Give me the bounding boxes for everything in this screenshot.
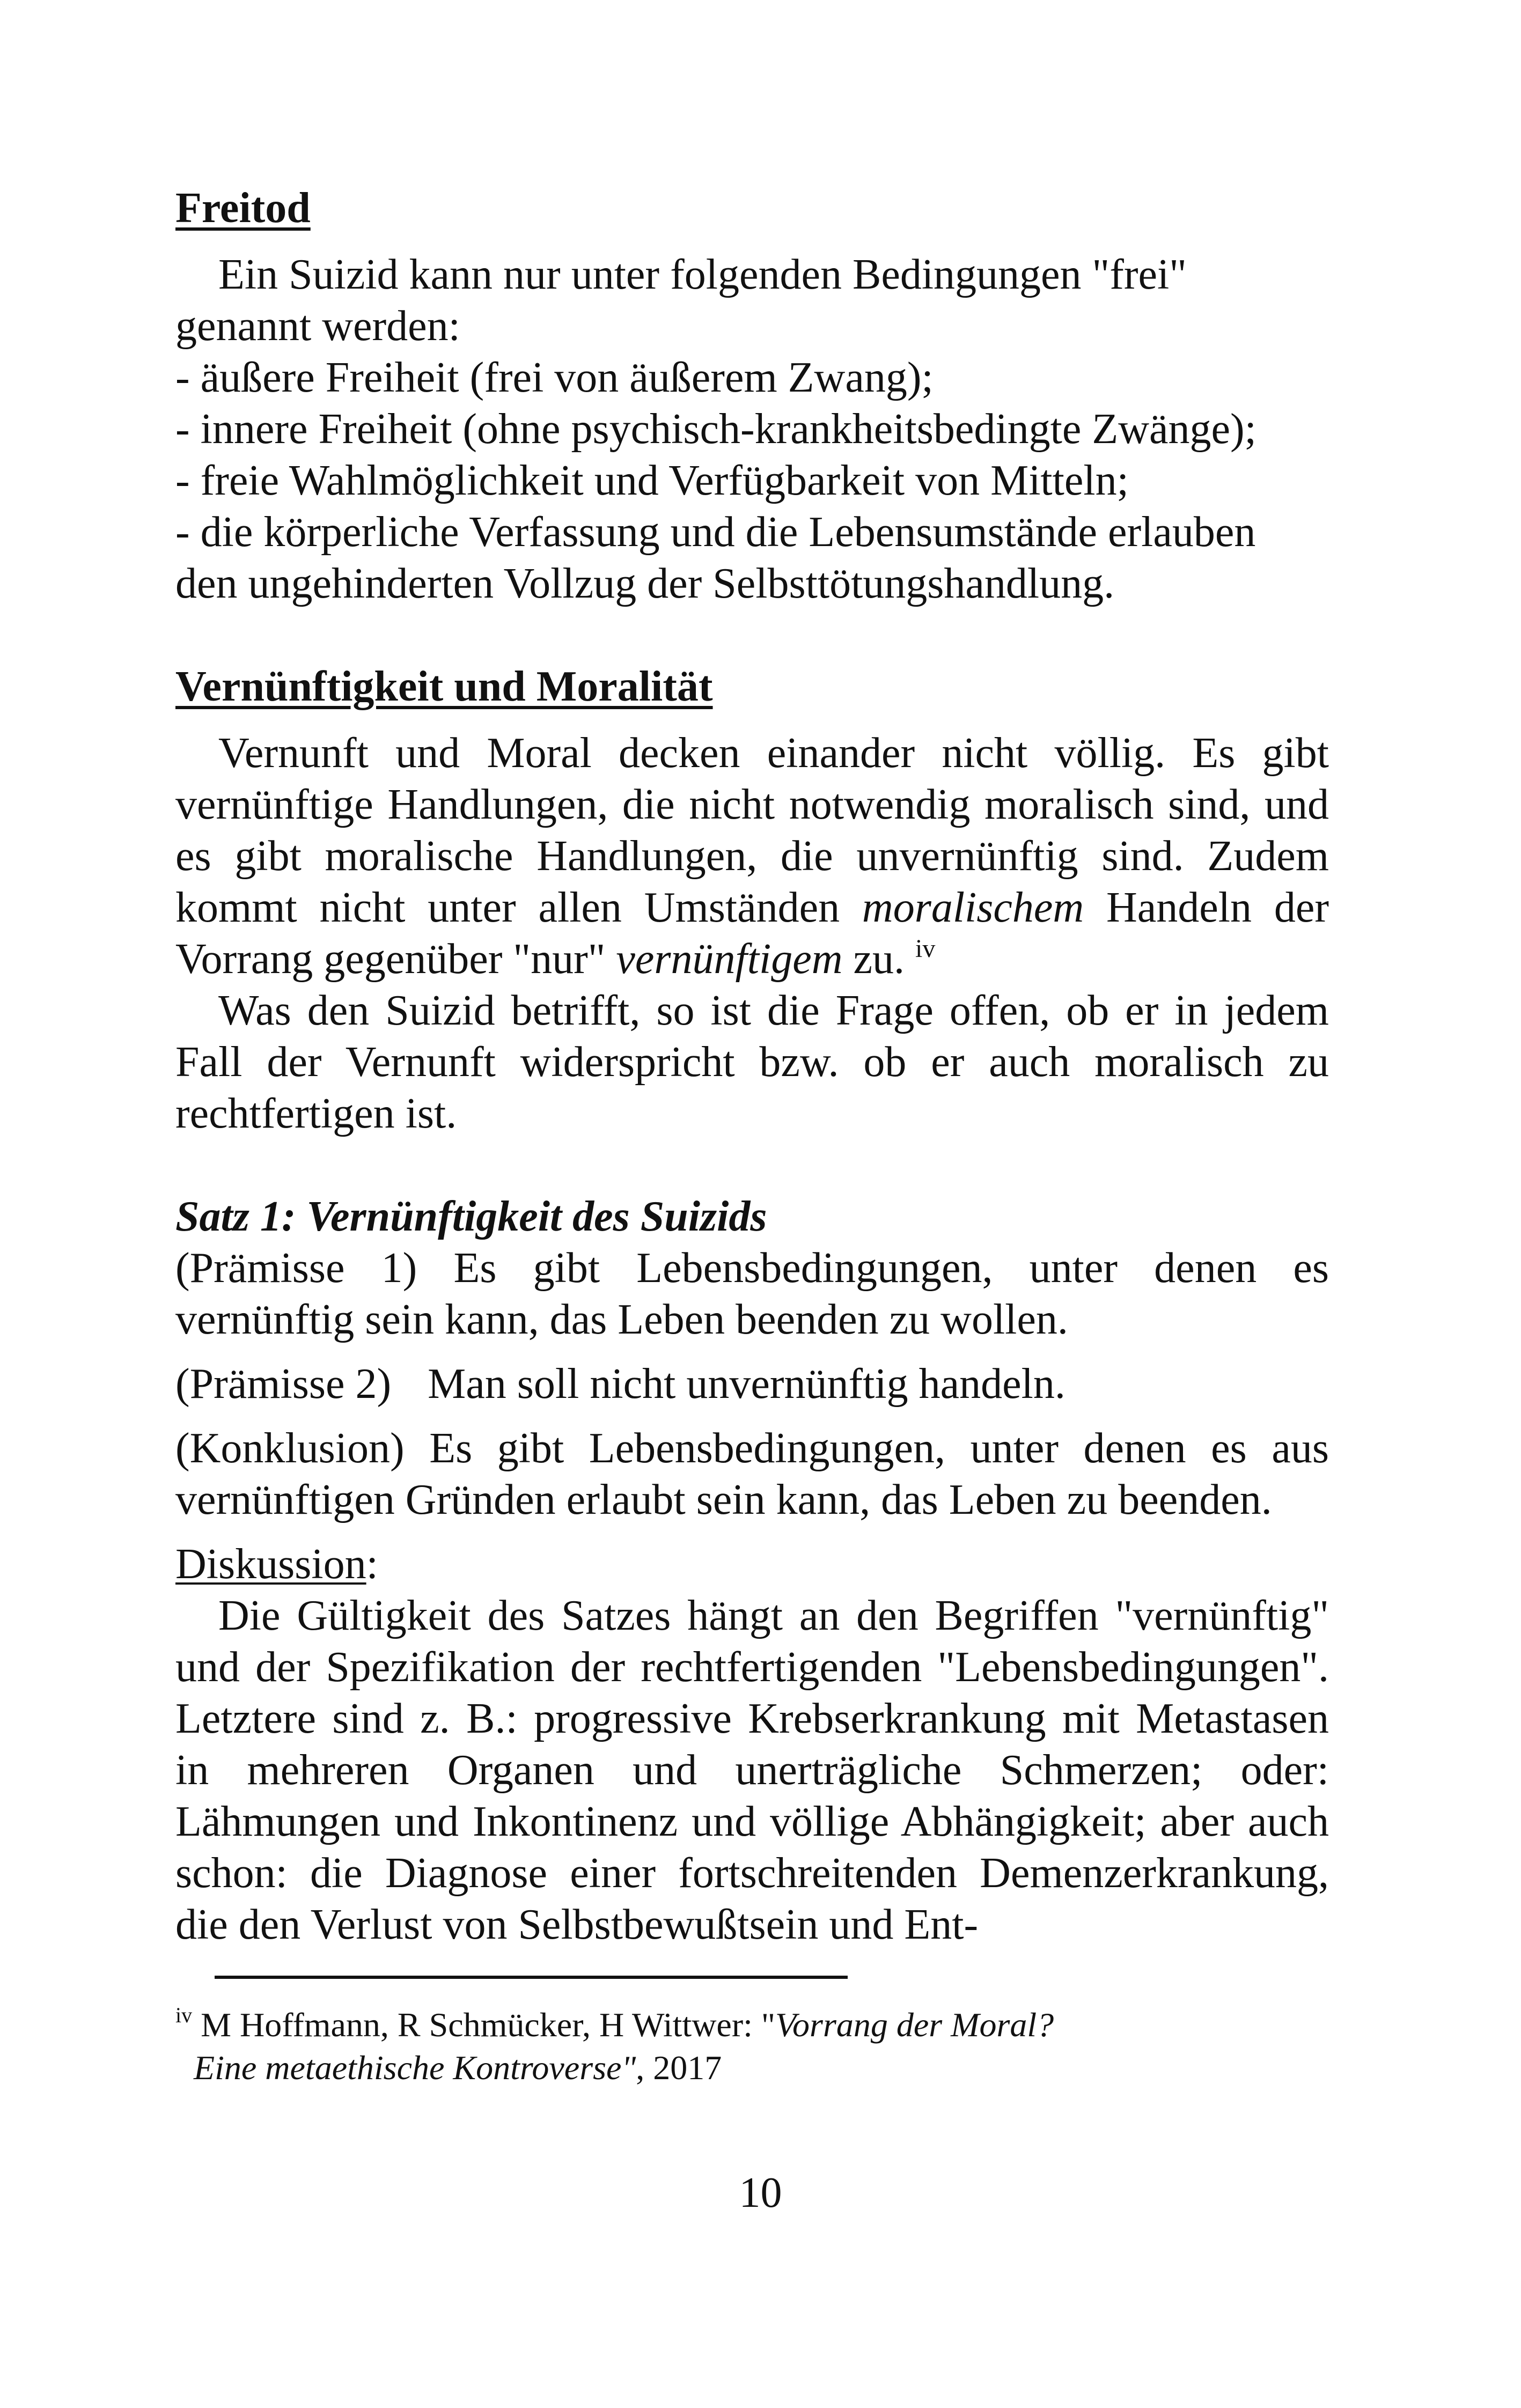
footnote-line-1	[175, 2004, 1329, 2046]
p1-emphasis-moralischem: moralischem	[862, 884, 1084, 931]
page-number: 10	[739, 2169, 782, 2216]
premise-1: (Prämisse 1) Es gibt Lebensbedingungen, unter denen es vernünftig sein kann, das Leben beenden zu wollen.	[175, 1244, 1329, 1343]
footnote-divider	[215, 1976, 848, 1979]
discussion-label-text: Diskussion	[175, 1541, 366, 1588]
p1-text-1: Vernunft und Moral decken einander nicht völlig. Es gibt vernünftige Handlungen, die nicht notwendig moralisch sind, und es gibt moralische Handlungen, die unvernünftig sind. Zudem kommt nicht unter allen Umständen	[175, 730, 1329, 931]
footnote-title-2: Eine metaethische Kontroverse"	[194, 2049, 636, 2087]
footnote-marker: iv	[175, 2003, 193, 2027]
condition-item-4-line-2: den ungehinderten Vollzug der Selbsttötungshandlung.	[175, 560, 1115, 607]
heading-freitod: Freitod	[175, 185, 311, 232]
main-text	[175, 182, 1329, 1950]
premise-2-label: (Prämisse 2)	[175, 1360, 392, 1408]
conclusion: (Konklusion) Es gibt Lebensbedingungen, unter denen es aus vernünftigen Gründen erlaubt sein kann, das Leben zu beenden.	[175, 1425, 1329, 1523]
paragraph-vernunft-moral	[175, 727, 1329, 985]
intro-line-2: genannt werden:	[175, 303, 460, 350]
footnote-reference: iv	[915, 934, 936, 963]
discussion-colon: :	[366, 1541, 378, 1588]
footnote	[175, 2004, 1329, 2089]
p1-emphasis-vernuenftigem: vernünftigem	[616, 936, 843, 983]
footnote-line-2	[175, 2046, 1329, 2089]
premise-2	[175, 1358, 1329, 1410]
p1-text-3: zu.	[842, 936, 915, 983]
footnote-authors: M Hoffmann, R Schmücker, H Wittwer: "	[192, 2006, 776, 2044]
condition-item: - innere Freiheit (ohne psychisch-krankheitsbedingte Zwänge);	[175, 406, 1257, 453]
discussion-text: Die Gültigkeit des Satzes hängt an den Begriffen "vernünftig" und der Spezifikation der rechtfertigenden "Lebensbedingungen". Letztere sind z. B.: progressive Krebserkrankung mit Metastasen in mehreren Organen und unerträgliche Schmerzen; oder: Lähmungen und Inkontinenz und völlige Abhängigkeit; aber auch schon: die Diagnose einer fortschreitenden Demenzerkrankung, die den Verlust von Selbstbewußtsein und Ent-	[175, 1592, 1329, 1948]
discussion-label	[175, 1538, 1329, 1590]
footnote-year: , 2017	[636, 2049, 722, 2087]
satz-1-title: Satz 1: Vernünftigkeit des Suizids	[175, 1193, 767, 1240]
heading-vernunft-moral: Vernünftigkeit und Moralität	[175, 663, 713, 710]
condition-item: - freie Wahlmöglichkeit und Verfügbarkeit von Mitteln;	[175, 457, 1129, 504]
paragraph-suizid-frage: Was den Suizid betrifft, so ist die Frage offen, ob er in jedem Fall der Vernunft widerspricht bzw. ob er auch moralisch zu rechtfertigen ist.	[175, 987, 1329, 1137]
condition-item-4-line-1: - die körperliche Verfassung und die Lebensumstände erlauben	[175, 509, 1256, 556]
premise-2-text: Man soll nicht unvernünftig handeln.	[428, 1360, 1066, 1408]
intro-line-1: Ein Suizid kann nur unter folgenden Bedingungen "frei"	[218, 251, 1187, 298]
p1-text-2: Handeln der Vorrang gegenüber "nur"	[175, 884, 1329, 983]
footnote-title-1: Vorrang der Moral?	[775, 2006, 1054, 2044]
condition-item: - äußere Freiheit (frei von äußerem Zwang);	[175, 354, 934, 401]
